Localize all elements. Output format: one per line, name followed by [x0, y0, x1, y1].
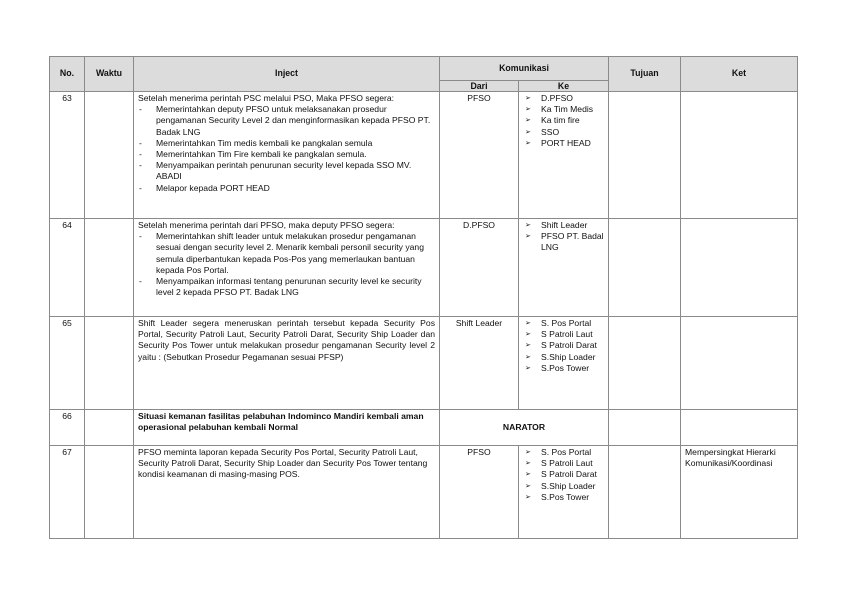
row-waktu: [85, 446, 134, 539]
ke-item: ➢ Ka tim fire: [525, 115, 580, 126]
row-dari: D.PFSO: [440, 219, 519, 317]
inject-item: - Memerintahkan deputy PFSO untuk melaksanakan prosedur pengamanan Security Level 2 dan menginformasikan kepada PFSO PT. Badak LNG: [138, 104, 435, 138]
arrowhead-bullet-icon: ➢: [525, 493, 531, 501]
ke-item: ➢ S Patroli Laut: [525, 458, 593, 469]
row-ket: [681, 410, 798, 446]
inject-item: - Melapor kepada PORT HEAD: [138, 183, 435, 194]
row-tujuan: [609, 92, 681, 219]
row-komunikasi-narator: NARATOR: [440, 410, 609, 446]
row-waktu: [85, 410, 134, 446]
row-ke: [519, 446, 609, 539]
arrowhead-bullet-icon: ➢: [525, 449, 531, 456]
row-inject: [134, 92, 440, 219]
inject-intro: Setelah menerima perintah dari PFSO, maka deputy PFSO segera:: [138, 220, 395, 230]
row-waktu: [85, 317, 134, 410]
arrowhead-bullet-icon: ➢: [525, 342, 531, 350]
table-row: [50, 446, 798, 539]
inject-intro: Setelah menerima perintah PSC melalui PSO, Maka PFSO segera:: [138, 93, 395, 103]
ke-item: ➢ D.PFSO: [525, 93, 573, 103]
row-dari: PFSO: [440, 446, 519, 539]
table-row: [50, 92, 798, 219]
row-inject: PFSO meminta laporan kepada Security Pos Portal, Security Patroli Laut, Security Patroli Darat, Security Ship Loader dan Security Pos Tower tentang kondisi keamanan di masing-masing POS.: [134, 446, 440, 539]
ke-item: ➢ S.Ship Loader: [525, 480, 596, 491]
row-no: 65: [50, 317, 85, 410]
row-ke: [519, 219, 609, 317]
inject-item: - Memerintahkan shift leader untuk melakukan prosedur pengamanan sesuai dengan security level 2. Menarik kembali personil security yang semula diperbantukan kepada Pos-Pos yang memerlaukan bantuan kepada Pos Portal.: [138, 231, 435, 276]
inject-item: - Menyampaikan informasi tentang penurunan security level ke security level 2 kepada PFSO PT. Badak LNG: [138, 276, 435, 298]
table-row: [50, 219, 798, 317]
header-ke: Ke: [519, 81, 609, 92]
row-dari: PFSO: [440, 92, 519, 219]
header-komunikasi: Komunikasi: [440, 57, 609, 81]
ke-list: [523, 93, 604, 149]
arrowhead-bullet-icon: ➢: [525, 364, 531, 372]
ke-item: ➢ S Patroli Darat: [525, 340, 597, 351]
table-row: [50, 410, 798, 446]
arrowhead-bullet-icon: ➢: [525, 117, 531, 125]
header-dari: Dari: [440, 81, 519, 92]
arrowhead-bullet-icon: ➢: [525, 128, 531, 136]
scenario-table: [49, 56, 798, 539]
header-inject: Inject: [134, 57, 440, 92]
header-no: No.: [50, 57, 85, 92]
ke-item: ➢ S Patroli Laut: [525, 329, 593, 340]
row-inject: Situasi kemanan fasilitas pelabuhan Indominco Mandiri kembali aman operasional pelabuhan kembali Normal: [134, 410, 440, 446]
row-no: 64: [50, 219, 85, 317]
inject-item: - Memerintahkan Tim Fire kembali ke pangkalan semula.: [138, 149, 435, 160]
row-ke: [519, 92, 609, 219]
ke-item: ➢ S.Pos Tower: [525, 491, 590, 502]
ke-item: ➢ S.Ship Loader: [525, 351, 596, 362]
arrowhead-bullet-icon: ➢: [525, 471, 531, 479]
header-ket: Ket: [681, 57, 798, 92]
row-tujuan: [609, 446, 681, 539]
row-ket: [681, 317, 798, 410]
row-tujuan: [609, 410, 681, 446]
ke-item: ➢ S. Pos Portal: [525, 318, 592, 328]
header-tujuan: Tujuan: [609, 57, 681, 92]
row-no: 66: [50, 410, 85, 446]
ke-item: ➢ S.Pos Tower: [525, 362, 590, 373]
ke-list: [523, 318, 604, 374]
inject-item: - Memerintahkan Tim medis kembali ke pangkalan semula: [138, 138, 435, 149]
row-ket: [681, 219, 798, 317]
arrowhead-bullet-icon: ➢: [525, 139, 531, 147]
row-ket: Mempersingkat Hierarki Komunikasi/Koordinasi: [681, 446, 798, 539]
row-ket: [681, 92, 798, 219]
arrowhead-bullet-icon: ➢: [525, 106, 531, 114]
ke-item: ➢ S Patroli Darat: [525, 469, 597, 480]
arrowhead-bullet-icon: ➢: [525, 222, 531, 229]
row-dari: Shift Leader: [440, 317, 519, 410]
ke-item: ➢ PORT HEAD: [525, 137, 591, 148]
arrowhead-bullet-icon: ➢: [525, 460, 531, 468]
row-no: 67: [50, 446, 85, 539]
arrowhead-bullet-icon: ➢: [525, 353, 531, 361]
ke-item: ➢ SSO: [525, 126, 560, 137]
row-ke: [519, 317, 609, 410]
row-inject: Shift Leader segera meneruskan perintah tersebut kepada Security Pos Portal, Security Patroli Laut, Security Patroli Darat, Security Ship Loader dan Security Pos Tower untuk melakukan prosedur pengamanan Security level 2 yaitu : (Sebutkan Prosedur Pegamanan sesuai PFSP): [134, 317, 440, 410]
ke-item: ➢ Ka Tim Medis: [525, 104, 594, 115]
row-waktu: [85, 92, 134, 219]
ke-list: [523, 447, 604, 503]
row-tujuan: [609, 317, 681, 410]
ke-item: ➢ S. Pos Portal: [525, 447, 592, 457]
ke-list: [523, 220, 604, 254]
row-waktu: [85, 219, 134, 317]
inject-item: - Menyampaikan perintah penurunan security level kepada SSO MV. ABADI: [138, 160, 435, 182]
ke-item: ➢ PFSO PT. Badal LNG: [525, 231, 604, 253]
header-waktu: Waktu: [85, 57, 134, 92]
row-inject: [134, 219, 440, 317]
inject-list: [138, 104, 435, 194]
row-tujuan: [609, 219, 681, 317]
row-no: 63: [50, 92, 85, 219]
table-row: [50, 317, 798, 410]
arrowhead-bullet-icon: ➢: [525, 233, 531, 241]
arrowhead-bullet-icon: ➢: [525, 331, 531, 339]
ke-item: ➢ Shift Leader: [525, 220, 588, 230]
inject-list: [138, 231, 435, 298]
arrowhead-bullet-icon: ➢: [525, 482, 531, 490]
arrowhead-bullet-icon: ➢: [525, 95, 531, 102]
arrowhead-bullet-icon: ➢: [525, 320, 531, 327]
